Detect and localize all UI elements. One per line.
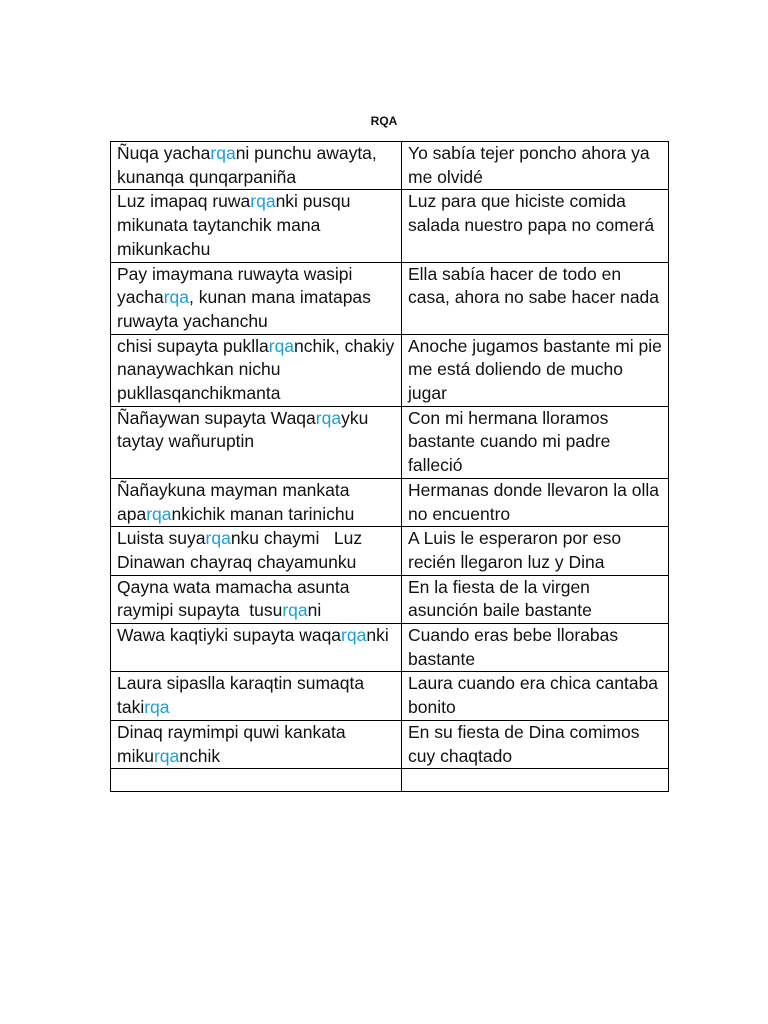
table-row xyxy=(111,624,669,672)
spanish-cell: Con mi hermana lloramos bastante cuando mi padre falleció xyxy=(402,406,669,478)
suffix-highlight: rqa xyxy=(146,503,172,524)
suffix-highlight: rqa xyxy=(163,287,189,308)
suffix-highlight: rqa xyxy=(153,745,180,766)
suffix-highlight: rqa xyxy=(282,600,308,621)
spanish-cell: Hermanas donde llevaron la olla no encuentro xyxy=(402,478,669,526)
empty-cell xyxy=(402,769,669,792)
empty-cell xyxy=(111,769,402,792)
quechua-cell: Laura sipaslla karaqtin sumaqta takirqa xyxy=(111,672,402,720)
table-row xyxy=(111,190,669,262)
quechua-cell: Ñañaykuna mayman mankata aparqankichik manan tarinichu xyxy=(111,478,402,526)
page-title: RQA xyxy=(370,114,398,128)
suffix-highlight: rqa xyxy=(341,625,367,646)
suffix-highlight: rqa xyxy=(268,335,295,356)
spanish-cell: Ella sabía hacer de todo en casa, ahora no sabe hacer nada xyxy=(402,262,669,334)
table-row xyxy=(111,262,669,334)
suffix-highlight: rqa xyxy=(210,143,236,163)
table-row xyxy=(111,142,669,190)
quechua-cell: Luz imapaq ruwarqanki pusqu mikunata taytanchik mana mikunkachu xyxy=(111,190,402,262)
table-row xyxy=(111,334,669,406)
quechua-cell: Wawa kaqtiyki supayta waqarqanki xyxy=(111,624,402,672)
quechua-cell: Dinaq raymimpi quwi kankata mikurqanchik xyxy=(111,720,402,768)
quechua-cell: Luista suyarqanku chaymi Luz Dinawan chayraq chayamunku xyxy=(111,527,402,575)
suffix-highlight: rqa xyxy=(250,191,276,212)
suffix-highlight: rqa xyxy=(144,697,170,718)
suffix-highlight: rqa xyxy=(205,528,231,549)
quechua-cell: chisi supayta pukllarqanchik, chakiy nanaywachkan nichu pukllasqanchikmanta xyxy=(111,334,402,406)
table-row xyxy=(111,406,669,478)
spanish-cell: Cuando eras bebe llorabas bastante xyxy=(402,624,669,672)
table-row xyxy=(111,720,669,768)
table-row xyxy=(111,575,669,623)
table-row xyxy=(111,672,669,720)
quechua-cell: Ñuqa yacharqani punchu awayta, kunanqa qunqarpaniña xyxy=(111,142,402,190)
quechua-cell: Ñañaywan supayta Waqarqayku taytay wañuruptin xyxy=(111,406,402,478)
table-row xyxy=(111,478,669,526)
spanish-cell: Luz para que hiciste comida salada nuestro papa no comerá xyxy=(402,190,669,262)
spanish-cell: En su fiesta de Dina comimos cuy chaqtado xyxy=(402,720,669,768)
suffix-highlight: rqa xyxy=(315,407,342,428)
table-row xyxy=(111,527,669,575)
quechua-cell: Qayna wata mamacha asunta raymipi supayta tusurqani xyxy=(111,575,402,623)
quechua-cell: Pay imaymana ruwayta wasipi yacharqa, kunan mana imatapas ruwayta yachanchu xyxy=(111,262,402,334)
spanish-cell: Anoche jugamos bastante mi pie me está doliendo de mucho jugar xyxy=(402,334,669,406)
spanish-cell: Laura cuando era chica cantaba bonito xyxy=(402,672,669,720)
spanish-cell: A Luis le esperaron por eso recién llegaron luz y Dina xyxy=(402,527,669,575)
spanish-cell: En la fiesta de la virgen asunción baile bastante xyxy=(402,575,669,623)
vocabulary-table xyxy=(110,141,669,792)
empty-row xyxy=(111,769,669,792)
spanish-cell: Yo sabía tejer poncho ahora ya me olvidé xyxy=(402,142,669,190)
